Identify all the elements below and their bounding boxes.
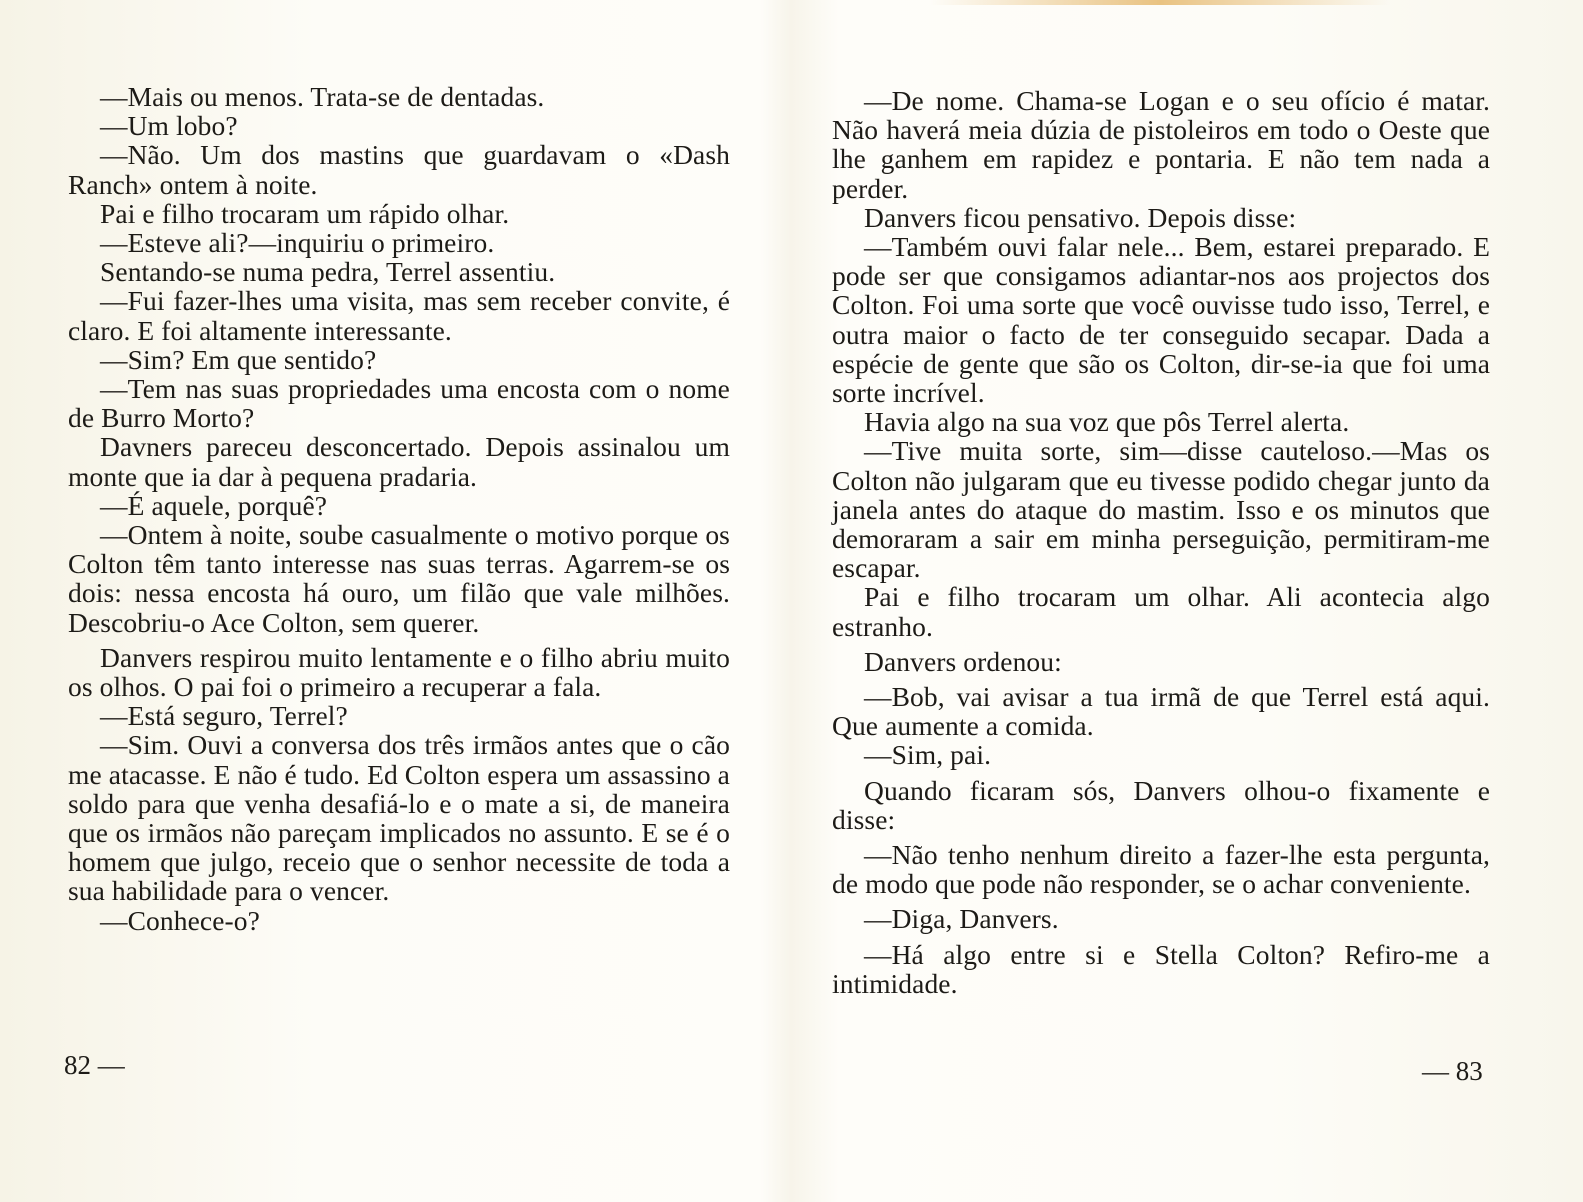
paragraph: —Tive muita sorte, sim—disse cauteloso.—Mas os Colton não julgaram que eu tivesse podido chegar junto da janela antes do ataque do mastim. Isso e os minutos que demoraram a sair em minha perseguição, permitiram-me escapar. [832,435,1490,584]
paragraph: Danvers ficou pensativo. Depois disse: [864,201,1297,233]
page-number-left: 82 — [64,1050,125,1080]
page-number-right: — 83 [1422,1056,1483,1086]
paragraph: —Fui fazer-lhes uma visita, mas sem receber convite, é claro. E foi altamente interessante. [68,285,730,346]
paragraph: Havia algo na sua voz que pôs Terrel alerta. [864,406,1350,438]
right-page-text [832,86,1490,998]
paragraph: —Não. Um dos mastins que guardavam o «Dash Ranch» ontem à noite. [68,139,730,200]
paragraph: —Diga, Danvers. [864,903,1059,935]
left-page-text [68,82,730,935]
paragraph: —Também ouvi falar nele... Bem, estarei preparado. E pode ser que consigamos adiantar-nos aos projectos dos Colton. Foi uma sorte que você ouvisse tudo isso, Terrel, e outra maior o facto de ter conseguido secapar. Dada a espécie de gente que são os Colton, dir-se-ia que foi uma sorte incrível. [832,231,1490,409]
paragraph: —Um lobo? [100,110,238,142]
paragraph: —Há algo entre si e Stella Colton? Refiro-me a intimidade. [832,938,1490,999]
paragraph: —Conhece-o? [100,904,260,936]
paragraph: Davners pareceu desconcertado. Depois assinalou um monte que ia dar à pequena pradaria. [68,431,730,492]
left-page [0,0,790,1202]
paragraph: Danvers ordenou: [864,645,1062,677]
paragraph: —Sim? Em que sentido? [100,343,377,375]
paragraph: —De nome. Chama-se Logan e o seu ofício é matar. Não haverá meia dúzia de pistoleiros em todo o Oeste que lhe ganhem em rapidez e pontaria. E não tem nada a perder. [832,85,1490,204]
paragraph: —Bob, vai avisar a tua irmã de que Terrel está aqui. Que aumente a comida. [832,681,1490,742]
right-page [790,0,1583,1202]
paragraph: —Tem nas suas propriedades uma encosta com o nome de Burro Morto? [68,373,730,434]
paragraph: —Ontem à noite, soube casualmente o motivo porque os Colton têm tanto interesse nas suas terras. Agarrem-se os dois: nessa encosta há ouro, um filão que vale milhões. Descobriu-o Ace Colton, sem querer. [68,519,730,638]
paragraph: —Mais ou menos. Trata-se de dentadas. [100,81,545,112]
paragraph: —É aquele, porquê? [100,489,328,521]
paragraph: Sentando-se numa pedra, Terrel assentiu. [100,256,556,288]
paragraph: Quando ficaram sós, Danvers olhou-o fixamente e disse: [832,774,1490,835]
paragraph: —Está seguro, Terrel? [100,700,348,732]
paragraph: Pai e filho trocaram um rápido olhar. [100,197,510,229]
paragraph: —Não tenho nenhum direito a fazer-lhe esta pergunta, de modo que pode não responder, se o achar conveniente. [832,839,1490,900]
paragraph: —Esteve ali?—inquiriu o primeiro. [100,227,495,259]
paragraph: Danvers respirou muito lentamente e o filho abriu muito os olhos. O pai foi o primeiro a recuperar a fala. [68,641,730,703]
paragraph: —Sim. Ouvi a conversa dos três irmãos antes que o cão me atacasse. E não é tudo. Ed Colton espera um assassino a soldo para que venha desafiá-lo e o mate a si, de maneira que os irmãos não pareçam implicados no assunto. E se é o homem que julgo, receio que o senhor necessite de toda a sua habilidade para o vencer. [68,729,730,907]
paragraph: —Sim, pai. [864,739,992,771]
paragraph: Pai e filho trocaram um olhar. Ali acontecia algo estranho. [832,581,1490,642]
